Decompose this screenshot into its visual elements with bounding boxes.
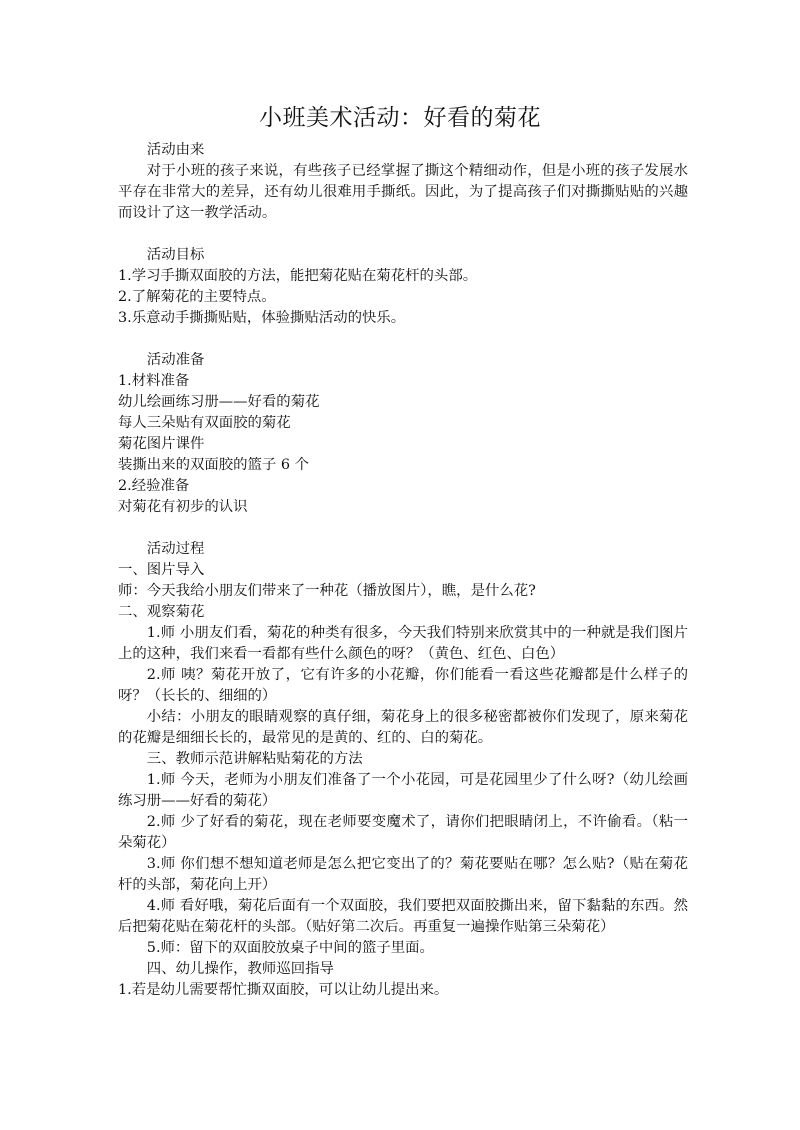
step-paragraph: 2.师 咦？菊花开放了，它有许多的小花瓣，你们能看一看这些花瓣都是什么样子的呀？（长长的、细细的） (118, 667, 688, 704)
document-title: 小班美术活动：好看的菊花 (259, 105, 541, 131)
step-heading: 二、观察菊花 (118, 604, 205, 620)
document-body (118, 140, 688, 1001)
material-item: 装撕出来的双面胶的篮子 6 个 (118, 457, 309, 473)
material-item: 幼儿绘画练习册——好看的菊花 (118, 394, 320, 410)
section-heading-origin: 活动由来 (146, 142, 205, 158)
summary-paragraph: 小结：小朋友的眼睛观察的真仔细，菊花身上的很多秘密都被你们发现了，原来菊花的花瓣是细细长长的，最常见的是黄的、红的、白的菊花。 (118, 709, 688, 746)
step-paragraph: 1.若是幼儿需要帮忙撕双面胶，可以让幼儿提出来。 (118, 982, 449, 998)
step-paragraph: 2.师 少了好看的菊花，现在老师要变魔术了，请你们把眼睛闭上，不许偷看。（粘一朵菊花） (118, 814, 688, 851)
origin-paragraph: 对于小班的孩子来说，有些孩子已经掌握了撕这个精细动作，但是小班的孩子发展水平存在非常大的差异，还有幼儿很难用手撕纸。因此，为了提高孩子们对撕撕贴贴的兴趣而设计了这一教学活动。 (118, 163, 688, 221)
step-heading: 一、图片导入 (118, 562, 205, 578)
step-paragraph: 1.师 今天，老师为小朋友们准备了一个小花园，可是花园里少了什么呀?（幼儿绘画练习册——好看的菊花） (118, 772, 688, 809)
step-paragraph: 1.师 小朋友们看，菊花的种类有很多，今天我们特别来欣赏其中的一种就是我们图片上的这种，我们来看一看都有些什么颜色的呀？（黄色、红色、白色） (118, 625, 688, 662)
section-heading-goals: 活动目标 (146, 247, 205, 263)
material-item: 菊花图片课件 (118, 436, 205, 452)
material-item: 每人三朵贴有双面胶的菊花 (118, 415, 291, 431)
step-paragraph: 4.师 看好哦，菊花后面有一个双面胶，我们要把双面胶撕出来，留下黏黏的东西。然后把菊花贴在菊花杆的头部。（贴好第二次后。再重复一遍操作贴第三朵菊花） (118, 898, 688, 935)
blank-line (118, 224, 688, 245)
step-heading: 四、幼儿操作，教师巡回指导 (146, 961, 334, 977)
blank-line (118, 518, 688, 539)
section-heading-preparation: 活动准备 (146, 352, 205, 368)
step-text: 师：今天我给小朋友们带来了一种花（播放图片），瞧，是什么花? (118, 583, 536, 599)
materials-heading: 1.材料准备 (118, 373, 190, 389)
step-paragraph: 5.师：留下的双面胶放桌子中间的篮子里面。 (146, 940, 434, 956)
section-heading-process: 活动过程 (146, 541, 205, 557)
goal-item: 1.学习手撕双面胶的方法，能把菊花贴在菊花杆的头部。 (118, 268, 478, 284)
step-heading: 三、教师示范讲解粘贴菊花的方法 (146, 751, 363, 767)
experience-heading: 2.经验准备 (118, 478, 190, 494)
goal-item: 2.了解菊花的主要特点。 (118, 289, 276, 305)
blank-line (118, 329, 688, 350)
goal-item: 3.乐意动手撕撕贴贴，体验撕贴活动的快乐。 (118, 310, 406, 326)
experience-text: 对菊花有初步的认识 (118, 499, 248, 515)
step-paragraph: 3.师 你们想不想知道老师是怎么把它变出了的？菊花要贴在哪？怎么贴?（贴在菊花杆的头部，菊花向上开） (118, 856, 688, 893)
